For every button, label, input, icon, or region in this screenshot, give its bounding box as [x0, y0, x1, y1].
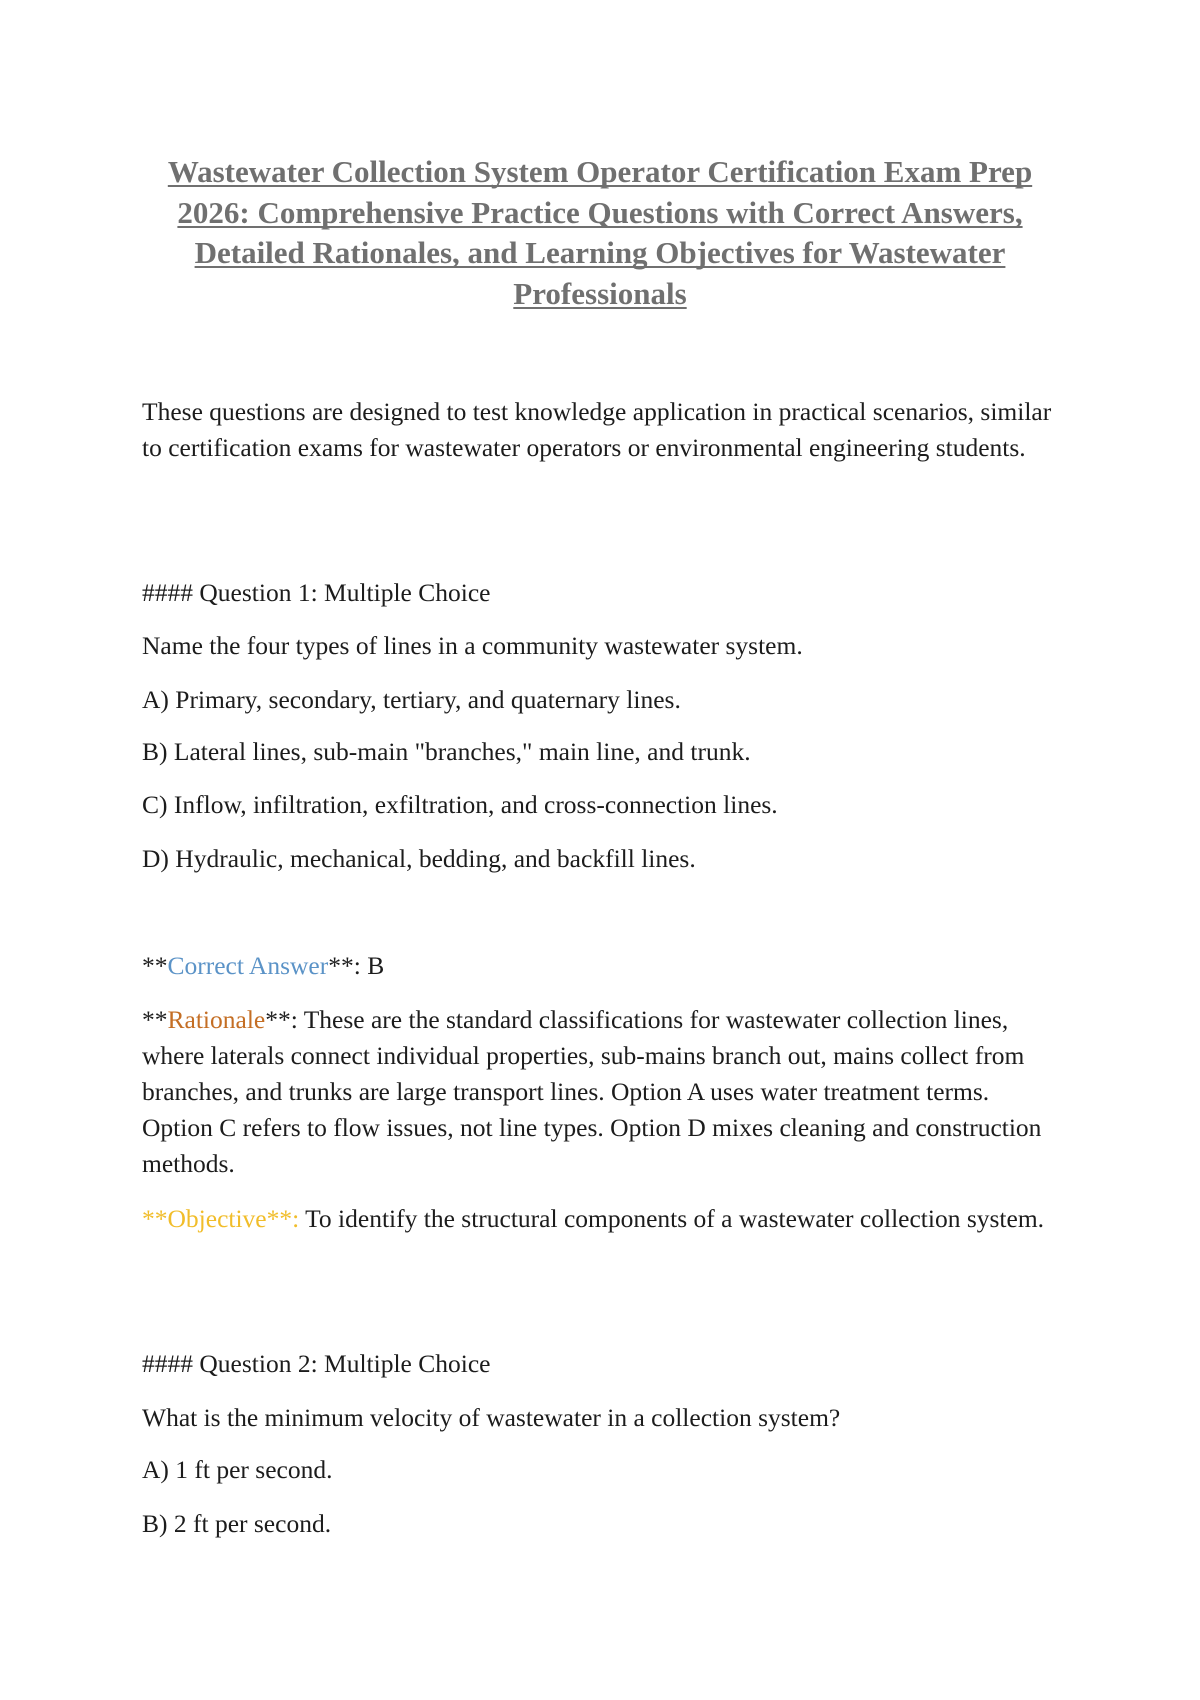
- question-2-text: What is the minimum velocity of wastewater in a collection system?: [142, 1403, 841, 1432]
- question-1-rationale: [142, 1002, 1062, 1182]
- correct-answer-prefix: **: [142, 951, 168, 980]
- rationale-text: **: These are the standard classifications for wastewater collection lines, where laterals connect individual properties, sub-mains branch out, mains collect from branches, and trunks are large transport lines. Option A uses water treatment terms. Option C refers to flow issues, not line types. Option D mixes cleaning and construction methods.: [142, 1005, 1042, 1178]
- rationale-prefix: **: [142, 1005, 168, 1034]
- question-2-heading: #### Question 2: Multiple Choice: [142, 1349, 491, 1378]
- rationale-label: Rationale: [167, 1005, 266, 1034]
- question-1-option-c: C) Inflow, infiltration, exfiltration, and cross-connection lines.: [142, 790, 778, 819]
- question-1-heading: #### Question 1: Multiple Choice: [142, 578, 491, 607]
- objective-label: **Objective**:: [142, 1204, 300, 1233]
- objective-text: To identify the structural components of a wastewater collection system.: [299, 1204, 1045, 1233]
- question-1-option-b: B) Lateral lines, sub-main "branches," main line, and trunk.: [142, 737, 751, 766]
- question-2-option-b: B) 2 ft per second.: [142, 1509, 332, 1538]
- question-1-objective: [142, 1201, 1062, 1237]
- correct-answer-label: Correct Answer: [167, 951, 329, 980]
- question-2-option-a: A) 1 ft per second.: [142, 1455, 333, 1484]
- question-1-option-a: A) Primary, secondary, tertiary, and quaternary lines.: [142, 685, 681, 714]
- question-1-option-d: D) Hydraulic, mechanical, bedding, and backfill lines.: [142, 844, 696, 873]
- question-1-text: Name the four types of lines in a community wastewater system.: [142, 631, 803, 660]
- correct-answer-value: **: B: [328, 951, 385, 980]
- document-title: Wastewater Collection System Operator Certification Exam Prep 2026: Comprehensive Practice Questions with Correct Answers, Detailed Rationales, and Learning Objectives for Wastewater Professionals: [167, 154, 1033, 311]
- intro-paragraph: These questions are designed to test knowledge application in practical scenarios, similar to certification exams for wastewater operators or environmental engineering students.: [142, 397, 1052, 462]
- question-1-correct-answer: [142, 948, 1062, 984]
